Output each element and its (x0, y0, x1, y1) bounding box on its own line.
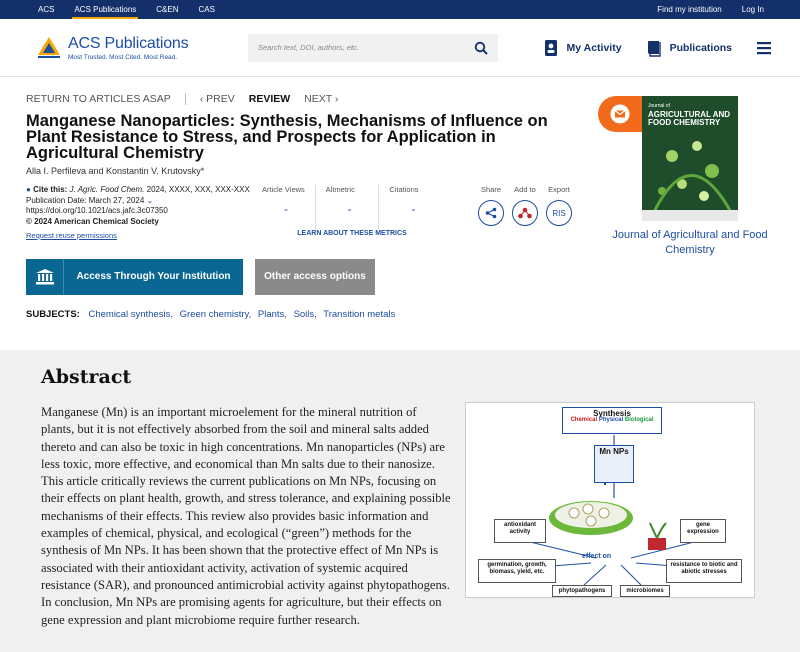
share-icon (485, 207, 497, 219)
search-placeholder: Search text, DOI, authors, etc. (258, 43, 359, 52)
learn-metrics-link[interactable]: LEARN ABOUT THESE METRICS (297, 230, 407, 237)
topbar-link-acs[interactable]: ACS (38, 5, 55, 14)
site-header (0, 19, 800, 77)
toc-biological: Biological (624, 417, 654, 423)
brand-name: ACS Publications (68, 34, 189, 52)
acs-logo[interactable] (36, 35, 248, 61)
article-type: REVIEW (248, 93, 291, 105)
journal-name-link[interactable]: Journal of Agricultural and Food Chemistry (612, 229, 768, 256)
export-label: Export (548, 185, 570, 194)
cite-details: 2024, XXXX, XXX, XXX-XXX (146, 185, 250, 194)
menu-icon[interactable] (756, 39, 772, 57)
abstract-text: Manganese (Mn) is an important microelement for the mineral nutrition of plants, but it is not effectively absorbed from the soil and mineral salts added thereto and can also be toxic in high concentrations. Mn nanoparticles (NPs) are less toxic, more effective, and economical than Mn salts due to their nanosize. This article critically reviews the current publications on Mn NPs, focusing on their effects on plant health, growth, and stress tolerance, and explaining possible mechanisms of their effects. This review also provides basic information and examples of chemical, physical, and ecological (“green”) methods for the synthesis of Mn NPs. It has been shown that the protective effect of Mn NPs is associated with their antioxidant activity, activation of systemic acquired resistance (SAR), and pronounced antimicrobial activity against phytopathogens. In conclusion, Mn NPs are promising agents for agriculture, but their effects on gene expression and plant microbiome require further research. (41, 405, 451, 627)
my-activity-label: My Activity (566, 41, 622, 54)
email-alert-button[interactable] (598, 96, 642, 132)
share-button[interactable] (478, 200, 504, 226)
cover-small-text: Journal of (648, 103, 670, 109)
share-label: Share (480, 185, 501, 194)
search-icon[interactable] (474, 41, 488, 55)
other-access-button[interactable]: Other access options (255, 259, 375, 295)
add-to-button[interactable] (512, 200, 538, 226)
publications-label: Publications (669, 41, 732, 54)
toc-phytopathogens: phytopathogens (552, 585, 612, 597)
next-link[interactable]: NEXT › (304, 93, 339, 105)
topbar-link-cas[interactable]: CAS (198, 5, 215, 14)
subjects-list: SUBJECTS: Chemical synthesis, Green chemistry, Plants, Soils, Transition metals (26, 308, 396, 320)
my-activity-button[interactable] (543, 39, 622, 57)
publication-date: Publication Date: March 27, 2024 (26, 195, 145, 205)
toc-mnnps: Mn NPs (594, 445, 634, 483)
toc-resistance: resistance to biotic and abiotic stresses (666, 559, 742, 583)
abstract-heading: Abstract (41, 366, 132, 388)
toc-physical: Physical (598, 417, 624, 423)
share-tools (478, 185, 572, 242)
copyright: © 2024 American Chemical Society (26, 216, 159, 226)
addto-label: Add to (514, 185, 536, 194)
toc-chemical: Chemical (570, 417, 598, 423)
cover-title: AGRICULTURAL AND FOOD CHEMISTRY (648, 109, 731, 127)
altmetric-label: Altmetric (325, 185, 355, 194)
toc-antioxidant: antioxidant activity (494, 519, 546, 543)
subject-link[interactable]: Plants (257, 308, 285, 320)
access-institution-label: Access Through Your Institution (76, 271, 231, 282)
export-ris-button[interactable]: RIS (546, 200, 572, 226)
citations-label: Citations (389, 185, 419, 194)
article-metrics (262, 185, 442, 242)
citation-block (26, 185, 252, 242)
topbar-link-cen[interactable]: C&EN (156, 5, 179, 14)
top-utility-bar (0, 0, 800, 19)
toc-germination: germination, growth, biomass, yield, etc. (478, 559, 556, 583)
toc-graphic[interactable] (465, 402, 755, 598)
toc-synthesis: Synthesis (593, 409, 631, 418)
journal-cover[interactable] (642, 96, 738, 221)
book-icon (646, 39, 662, 57)
views-value: - (284, 202, 288, 216)
login-link[interactable]: Log In (741, 5, 764, 14)
article-authors[interactable]: Alla I. Perfileva and Konstantin V. Krutovsky* (26, 166, 205, 176)
crumb-divider (185, 93, 186, 105)
subject-link[interactable]: Green chemistry (179, 308, 249, 320)
activity-icon (543, 39, 559, 57)
citations-value: - (411, 202, 416, 216)
reuse-permissions-link[interactable]: Request reuse permissions (26, 231, 117, 240)
altmetric-value: - (347, 202, 352, 216)
subject-link[interactable]: Transition metals (323, 308, 396, 320)
email-icon (610, 104, 630, 124)
toc-effect-on: effect on (582, 553, 612, 560)
cite-journal: J. Agric. Food Chem. (69, 185, 145, 194)
abstract-section (0, 350, 800, 652)
doi-link[interactable]: https://doi.org/10.1021/acs.jafc.3c07350 (26, 206, 168, 215)
access-institution-button[interactable] (26, 259, 243, 295)
views-label: Article Views (262, 185, 305, 194)
toc-gene: gene expression (680, 519, 726, 543)
publications-button[interactable] (646, 39, 732, 57)
cite-label: Cite this: (33, 185, 68, 194)
search-input[interactable] (248, 34, 498, 62)
subjects-label: SUBJECTS: (26, 308, 80, 320)
prev-link[interactable]: ‹ PREV (199, 93, 235, 105)
find-institution-link[interactable]: Find my institution (657, 5, 722, 14)
toc-synthesis-box (562, 407, 662, 434)
toc-microbiomes: microbiomes (620, 585, 670, 597)
acs-logo-icon (36, 35, 62, 61)
brand-tagline: Most Trusted. Most Cited. Most Read. (68, 53, 178, 61)
subject-link[interactable]: Soils (293, 308, 315, 320)
institution-icon (36, 269, 54, 285)
network-icon (518, 207, 532, 219)
article-title: Manganese Nanoparticles: Synthesis, Mechanisms of Influence on Plant Resistance to Stress, and Prospects for Application in Agricultural Chemistry (26, 112, 548, 162)
cite-icon: ● (26, 185, 31, 194)
chevron-down-icon[interactable]: ⌄ (146, 195, 154, 205)
return-to-articles-link[interactable]: RETURN TO ARTICLES ASAP (26, 93, 171, 105)
subject-link[interactable]: Chemical synthesis (88, 308, 171, 320)
topbar-link-acs-publications[interactable]: ACS Publications (72, 0, 138, 19)
